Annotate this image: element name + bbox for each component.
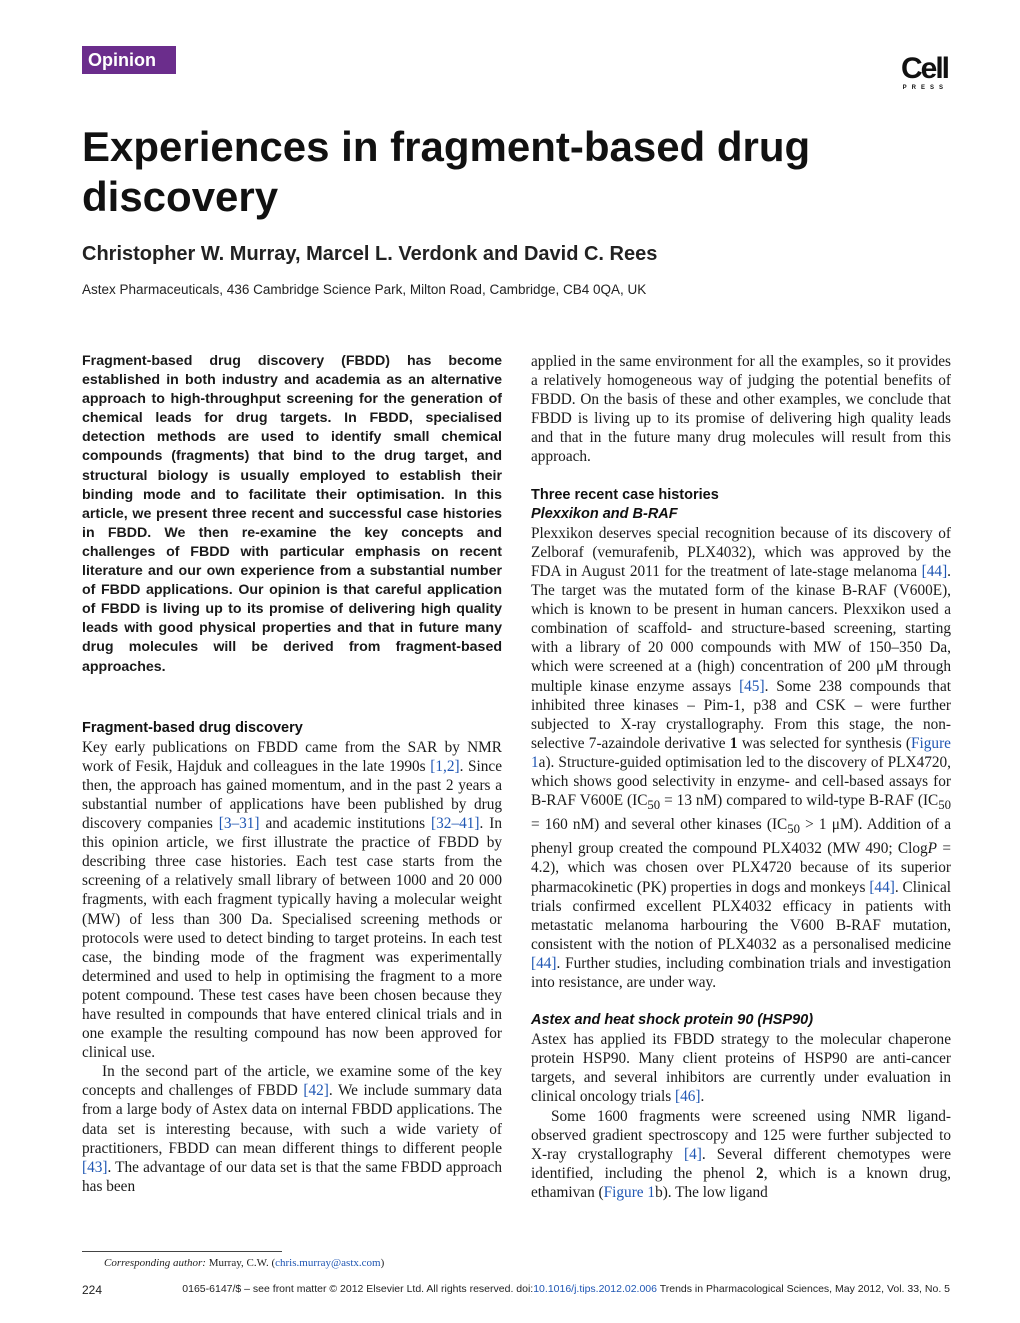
- logo-subtext: PRESS: [902, 85, 948, 91]
- abstract: Fragment-based drug discovery (FBDD) has become established in both industry and academia as an alternative approach to high-throughput screening for the generation of chemical leads for drug targets. In FBDD, specialised detection methods are used to identify small chemical compounds (fragments) that bind to the drug target, and structural biology is usually employed to establish their binding mode and to facilitate their optimisation. In this article, we present three recent and successful case histories in FBDD. We then re-examine the key concepts and challenges of FBDD with particular emphasis on recent literature and our own experience from a substantial number of FBDD applications. Our opinion is that careful application of FBDD is living up to its promise of delivering high quality leads with good physical properties and that in future many drug molecules will be derived from fragment-based approaches.: [82, 353, 502, 675]
- section-heading-fbdd: Fragment-based drug discovery: [82, 719, 303, 736]
- citation-link[interactable]: [4]: [683, 1145, 702, 1163]
- journal-info: 0165-6147/$ – see front matter © 2012 Elsevier Ltd. All rights reserved. doi:10.1016/j.tips.2012.02.006 Trends in Pharmacological Sciences, May 2012, Vol. 33, No. 5: [182, 1283, 950, 1295]
- right-column: [531, 352, 951, 1202]
- paragraph-plexxikon: Plexxikon deserves special recognition because of its discovery of Zelboraf (vemurafenib, PLX4032), which was approved by the FDA in August 2011 for the treatment of late-stage melanoma [44]. The target was the mutated form of the kinase B-RAF (V600E), which is known to be present in human cancers. Plexxikon used a combination of scaffold- and structure-based screening, starting with a library of 20 000 compounds with MW of 150–350 Da, which were screened at a (high) concentration of 200 μM through multiple kinase enzyme assays [45]. Some 238 compounds that inhibited three kinases – Pim-1, p38 and CSK – were further subjected to X-ray crystallography. From this stage, the non-selective 7-azaindole derivative 1 was selected for synthesis (Figure 1a). Structure-guided optimisation led to the discovery of PLX4720, which shows good selectivity in enzyme- and cell-based assays for B-RAF V600E ($IC_{50} = 13$ nM) compared to wild-type B-RAF ($IC_{50} = 160$ nM) and several other kinases ($IC_{50} > 1$ μM). Addition of a phenyl group created the compound PLX4032 (MW 490; ClogP = 4.2), which was chosen over PLX4720 because of its superior pharmacokinetic (PK) properties in dogs and monkeys [44]. Clinical trials confirmed excellent PLX4032 efficacy in patients with metastatic melanoma harbouring the V600 B-RAF mutation, consistent with the notion of PLX4032 as a personalised medicine [44]. Further studies, including combination trials and investigation into resistance, are under way.: [531, 524, 952, 991]
- doi-link[interactable]: 10.1016/j.tips.2012.02.006: [533, 1283, 657, 1295]
- paragraph-continued: applied in the same environment for all the examples, so it provides a relatively homogeneous way of judging the potential benefits of FBDD. On the basis of these and other examples, we conclude that FBDD is living up to its promise of delivering high quality leads and that in the future many drug molecules will result from this approach.: [531, 353, 951, 466]
- paragraph-fbdd-2: In the second part of the article, we examine some of the key concepts and challenges of FBDD [42]. We include summary data from a large body of Astex data on internal FBDD applications. The data set is interesting because, with such a wide variety of practitioners, FBDD can mean different things to different people [43]. The advantage of our data set is that the same FBDD approach has been: [82, 1063, 503, 1195]
- citation-link[interactable]: [3–31]: [218, 815, 260, 833]
- footnote-divider: [82, 1251, 282, 1252]
- paragraph-hsp90-2: Some 1600 fragments were screened using NMR ligand-observed gradient spectroscopy and 125 were further subjected to X-ray crystallography [4]. Several different chemotypes were identified, including the phenol 2, which is a known drug, ethamivan (Figure 1b). The low ligand: [531, 1107, 951, 1201]
- cell-press-logo: [901, 54, 948, 92]
- paragraph-hsp90-1: Astex has applied its FBDD strategy to the molecular chaperone protein HSP90. Many client proteins of HSP90 are anti-cancer targets, and several inhibitors are currently under evaluation in clinical oncology trials [46].: [531, 1031, 951, 1106]
- citation-link[interactable]: [44]: [531, 954, 557, 972]
- corresponding-author-note: Corresponding author: Murray, C.W. (chris.murray@astx.com): [104, 1257, 385, 1269]
- subheading-hsp90: Astex and heat shock protein 90 (HSP90): [531, 1012, 814, 1029]
- section-label: Opinion: [82, 46, 176, 74]
- citation-link[interactable]: [42]: [303, 1082, 329, 1100]
- citation-link[interactable]: [32–41]: [431, 815, 480, 833]
- subheading-plexxikon: Plexxikon and B-RAF: [531, 505, 678, 522]
- logo-wordmark: Cell: [900, 52, 948, 85]
- section-heading-case-histories: Three recent case histories: [531, 486, 719, 503]
- citation-link[interactable]: [45]: [739, 677, 765, 695]
- figure-link[interactable]: Figure 1: [603, 1183, 656, 1201]
- citation-link[interactable]: [44]: [869, 878, 895, 896]
- citation-link[interactable]: [1,2]: [430, 757, 460, 775]
- author-list: Christopher W. Murray, Marcel L. Verdonk and David C. Rees: [82, 243, 658, 265]
- paragraph-fbdd-1: Key early publications on FBDD came from the SAR by NMR work of Fesik, Hajduk and colleagues in the late 1990s [1,2]. Since then, the approach has gained momentum, and in the past 2 years a substantial number of applications have been published by drug discovery companies [3–31] and academic institutions [32–41]. In this opinion article, we first illustrate the practice of FBDD by describing three case histories. Each test case starts from the screening of a relatively small library of between 1000 and 20 000 fragments, with each fragment typically having a molecular weight (MW) of less than 300 Da. Specialised screening methods or protocols were used to detect binding to target proteins. In each test case, the binding mode of the fragment was experimentally determined and used to help in optimising the fragment to a more potent compound. These test cases have been chosen because they have resulted in compounds that have entered clinical trials and in one example the resulting compound has now been approved for clinical use.: [82, 738, 502, 1062]
- left-column: [82, 352, 502, 1196]
- article-title: Experiences in fragment-based drug discovery: [82, 123, 811, 220]
- citation-link[interactable]: [44]: [921, 562, 948, 580]
- author-email-link[interactable]: chris.murray@astx.com: [275, 1257, 381, 1269]
- page-number: 224: [82, 1283, 103, 1297]
- citation-link[interactable]: [43]: [82, 1158, 108, 1176]
- citation-link[interactable]: [46]: [675, 1088, 701, 1106]
- figure-link[interactable]: Figure 1: [531, 734, 951, 771]
- affiliation: Astex Pharmaceuticals, 436 Cambridge Science Park, Milton Road, Cambridge, CB4 0QA, UK: [82, 282, 647, 297]
